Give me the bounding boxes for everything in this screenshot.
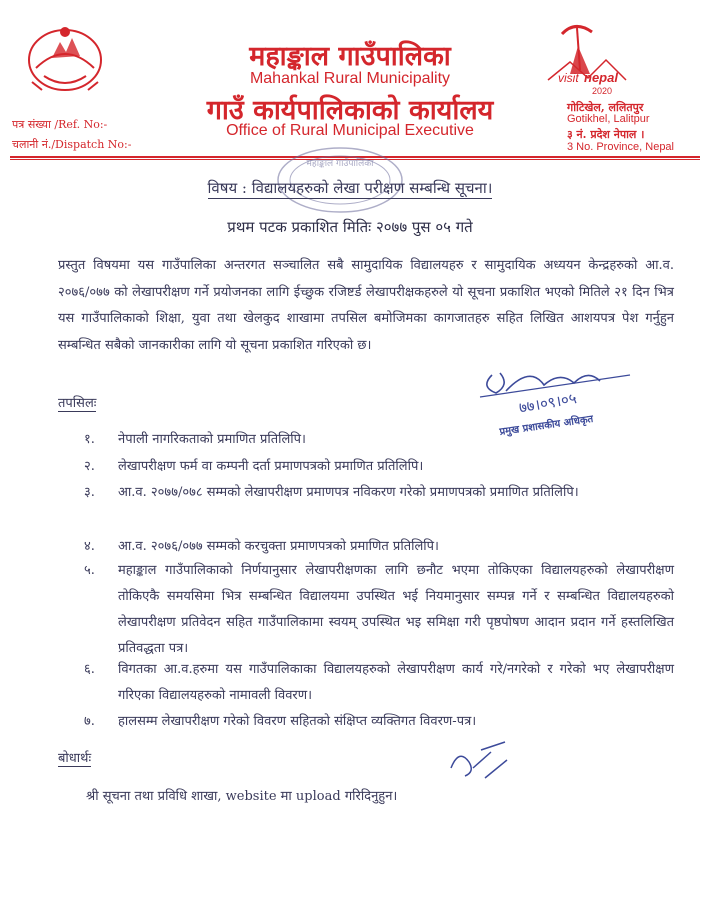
visit-text: visit [558,71,579,85]
annex-item: ५. महाङ्काल गाउँपालिकाको निर्णयानुसार लेखापरीक्षणका लागि छनौट भएमा तोकिएका विद्यालयहरुको लेखापरीक्षण तोकिएकै समयसिमा भित्र सम्बन्धित विद्यालयमा उपस्थित भई नियमानुसार सम्पन्न गर्ने र सम्बन्धित विद्यालयहरुको लेखापरीक्षण प्रतिवेदन सहित गाउँपालिकामा स्वयम् उपस्थित भइ समिक्षा गरी पृष्ठपोषण आदान प्रदान गर्ने हस्तलिखित प्रतिवद्धता पत्र। [84,563,674,656]
visit-nepal-logo-icon [540,16,630,100]
annex-item: ७. हालसम्म लेखापरीक्षण गरेको विवरण सहितको संक्षिप्त व्यक्तिगत विवरण-पत्र। [84,714,477,729]
address-line-2: Gotikhel, Lalitpur [567,113,650,125]
office-title-en: Office of Rural Municipal Executive [226,122,474,139]
dispatch-number-label: चलानी नं./Dispatch No:- [12,138,132,151]
municipality-title-np: महाङ्काल गाउँपालिका [249,41,451,72]
address-line-3: ३ नं. प्रदेश नेपाल । [567,128,645,141]
stamp-text: महाङ्काल गाउँपालिका [306,159,374,169]
ack-text: श्री सूचना तथा प्रविधि शाखा, website मा upload गरिदिनुहुन। [86,789,398,804]
annex-item: ६. विगतका आ.व.हरुमा यस गाउँपालिकाका विद्यालयहरुको लेखापरीक्षण कार्य गरे/नगरेको र गरेको भए लेखापरीक्षण गरिएका विद्यालयहरुको नामावली विवरण। [84,662,674,703]
year-text: 2020 [592,86,613,96]
ack-heading: बोधार्थः [58,748,91,767]
annex-item: ३. आ.व. २०७७/०७८ सम्मको लेखापरीक्षण प्रमाणपत्र नविकरण गरेको प्रमाणपत्रको प्रमाणित प्रतिलिपि। [84,485,579,500]
address-line-1: गोटिखेल, ललितपुर [567,101,644,114]
body-paragraph: प्रस्तुत विषयमा यस गाउँपालिका अन्तरगत सञ्चालित सबै सामुदायिक विद्यालयहरु र सामुदायिक अध्ययन केन्द्रहरुको आ.व. २०७६/०७७ को लेखापरीक्षण गर्ने प्रयोजनका लागि ईच्छुक रजिष्टर्ड लेखापरीक्षकहरुले यो सूचना प्रकाशित भएको मितिले २१ दिन भित्र यस गाउँपालिकाको शिक्षा, युवा तथा खेलकुद शाखामा तपसिल बमोजिमका कागजातहरु सहित लिखित आशयपत्र पेश गर्नुहुन सम्बन्धित सबैको जानकारीका लागि यो सूचना प्रकाशित गरिएको छ। [58,258,674,353]
annex-item: १. नेपाली नागरिकताको प्रमाणित प्रतिलिपि। [84,432,306,447]
annex-heading: तपसिलः [58,393,96,412]
signature-title: प्रमुख प्रशासकीय अधिकृत [498,413,594,438]
office-title-np: गाउँ कार्यपालिकाको कार्यालय [206,95,494,126]
nepal-emblem-icon [22,20,108,96]
annex-item: २. लेखापरीक्षण फर्म वा कम्पनी दर्ता प्रमाणपत्रको प्रमाणित प्रतिलिपि। [84,459,424,474]
nepal-text: nepal [584,70,618,85]
notice-subject: विषय : विद्यालयहरुको लेखा परीक्षण सम्बन्धि सूचना। [207,179,493,197]
annex-item: ४. आ.व. २०७६/०७७ सम्मको करचुक्ता प्रमाणपत्रको प्रमाणित प्रतिलिपि। [84,539,439,554]
address-line-4: 3 No. Province, Nepal [567,141,674,153]
publish-date: प्रथम पटक प्रकाशित मितिः २०७७ पुस ०५ गते [227,218,473,236]
ref-number-label: पत्र संख्या /Ref. No:- [12,118,108,131]
initials-signature-icon [445,738,515,784]
municipality-title-en: Mahankal Rural Municipality [249,70,451,87]
signature-date: ७७।०९।०५ [517,389,578,417]
